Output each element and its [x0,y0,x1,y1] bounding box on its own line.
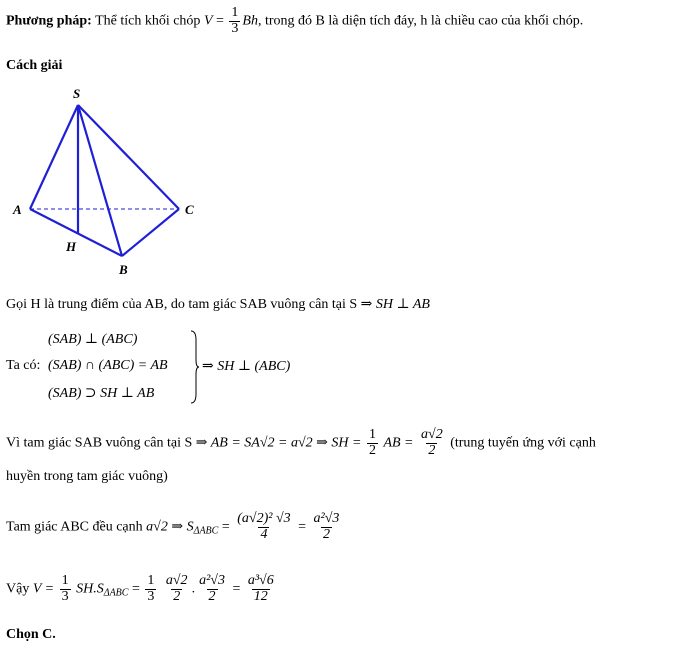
formula-eq: = [216,13,224,29]
edge-SA [30,105,78,209]
formula-bh: Bh [242,13,258,29]
right-brace [190,330,200,404]
label-C: C [185,202,194,217]
step5: Vậy V = $\frac{1}{3}$ $SH.S_{\Delta ABC}$ = $\frac{1}{3}$ $\frac{a√2}{2}$ . $\frac{\text{a²√3}}{2}$ = $\frac{\text{a³√6}}{12}$ [6,573,274,604]
formula-v: V [203,13,213,29]
edge-BC [122,209,179,256]
step2-prefix: Ta có: [6,358,41,373]
pyramid-figure [0,85,210,280]
step2-row-1: (SAB) ⊥ (ABC) [48,332,138,347]
step2-row-2: (SAB) ∩ (ABC) = AB [48,358,168,373]
label-B: B [119,262,128,277]
label-A: A [13,202,22,217]
method-label: Phương pháp: [6,13,92,29]
method-line [6,6,583,36]
formula-fraction: $\frac{1}{3}$ [231,5,239,36]
step1: Gọi H là trung điểm của AB, do tam giác SAB vuông cân tại S ⇒ SH ⊥ AB [6,297,430,312]
step2-result: ⇒ SH ⊥ (ABC) [202,359,291,374]
method-text-2: , trong đó B là diện tích đáy, h là chiều cao của khối chóp. [257,13,584,29]
step2-row-3: (SAB) ⊃ SH ⊥ AB [48,386,155,401]
step4: Tam giác ABC đều cạnh a√2 ⇒ $S_{\Delta ABC}$ = $\frac{\text{(a√2)² √3}}{4}$ = $\frac{\text{a²√3}}{2}$ [6,511,340,542]
method-text: Thể tích khối chóp [95,13,201,29]
step3: Vì tam giác SAB vuông cân tại S ⇒ AB = SA√2 = a√2 ⇒ SH = $\frac{1}{2}$ AB = $\frac{a√2}{2}$ (trung tuyến ứng với cạnh [6,427,596,458]
label-H: H [66,239,77,254]
step3-note-2: huyền trong tam giác vuông) [6,469,168,484]
answer: Chọn C. [6,627,56,642]
solution-heading: Cách giải [6,58,63,73]
label-S: S [73,86,81,101]
